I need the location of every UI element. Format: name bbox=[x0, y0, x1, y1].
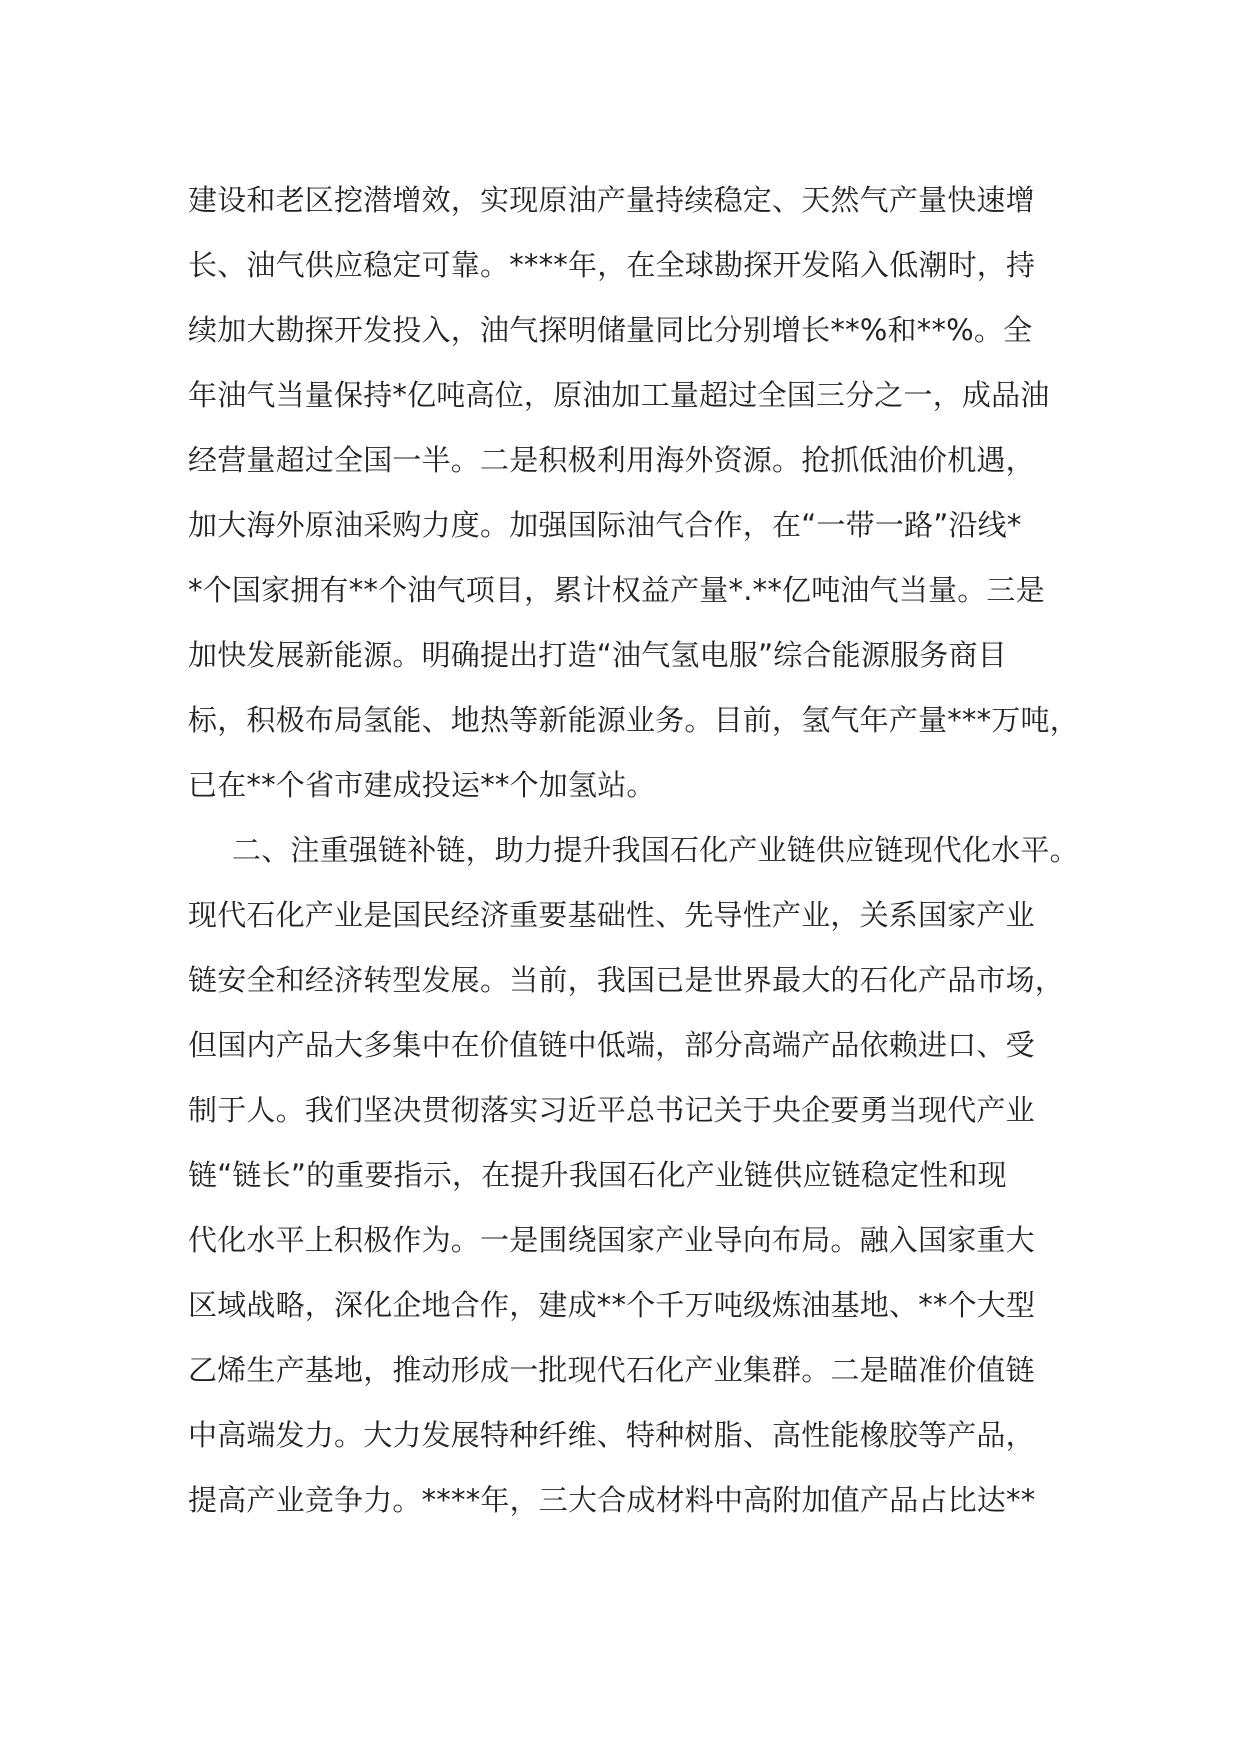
body-text-line: *个国家拥有**个油气项目，累计权益产量*.**亿吨油气当量。三是 bbox=[188, 573, 1045, 607]
body-text-line: 标，积极布局氢能、地热等新能源业务。目前，氢气年产量***万吨， bbox=[188, 703, 1079, 737]
body-text-line: 代化水平上积极作为。一是围绕国家产业导向布局。融入国家重大 bbox=[188, 1223, 1035, 1257]
body-text-line: 长、油气供应稳定可靠。****年，在全球勘探开发陷入低潮时，持 bbox=[188, 248, 1036, 282]
body-text-line: 现代石化产业是国民经济重要基础性、先导性产业，关系国家产业 bbox=[188, 898, 1035, 932]
body-text-line: 制于人。我们坚决贯彻落实习近平总书记关于央企要勇当现代产业 bbox=[188, 1093, 1035, 1127]
document-body bbox=[188, 168, 1088, 1533]
body-text-line: 加大海外原油采购力度。加强国际油气合作，在“一带一路”沿线* bbox=[188, 508, 1022, 542]
body-text-line: 年油气当量保持*亿吨高位，原油加工量超过全国三分之一，成品油 bbox=[188, 378, 1050, 412]
body-text-line: 建设和老区挖潜增效，实现原油产量持续稳定、天然气产量快速增 bbox=[188, 183, 1035, 217]
body-text-line: 加快发展新能源。明确提出打造“油气氢电服”综合能源服务商目 bbox=[188, 638, 1007, 672]
body-text-line: 已在**个省市建成投运**个加氢站。 bbox=[188, 768, 656, 802]
body-text-line: 经营量超过全国一半。二是积极利用海外资源。抢抓低油价机遇， bbox=[188, 443, 1035, 477]
body-text-line: 链安全和经济转型发展。当前，我国已是世界最大的石化产品市场， bbox=[188, 963, 1065, 997]
body-text-line: 中高端发力。大力发展特种纤维、特种树脂、高性能橡胶等产品， bbox=[188, 1418, 1035, 1452]
body-text-line: 续加大勘探开发投入，油气探明储量同比分别增长**%和**%。全 bbox=[188, 313, 1033, 347]
body-text-line: 链“链长”的重要指示，在提升我国石化产业链供应链稳定性和现 bbox=[188, 1158, 1007, 1192]
body-text-line: 提高产业竞争力。****年，三大合成材料中高附加值产品占比达** bbox=[188, 1483, 1036, 1517]
body-text-line: 但国内产品大多集中在价值链中低端，部分高端产品依赖进口、受 bbox=[188, 1028, 1035, 1062]
section-heading-line: 二、注重强链补链，助力提升我国石化产业链供应链现代化水平。 bbox=[232, 833, 1079, 867]
body-text-line: 区域战略，深化企地合作，建成**个千万吨级炼油基地、**个大型 bbox=[188, 1288, 1036, 1322]
body-text-line: 乙烯生产基地，推动形成一批现代石化产业集群。二是瞄准价值链 bbox=[188, 1353, 1035, 1387]
